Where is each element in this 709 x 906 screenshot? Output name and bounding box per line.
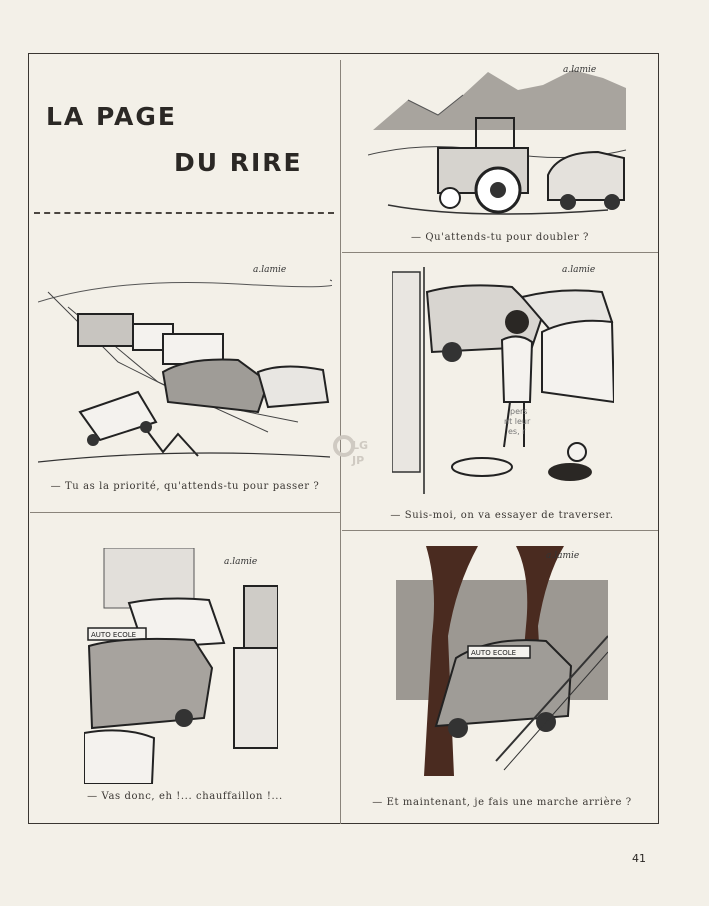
watermark-bottom: JP xyxy=(352,454,365,467)
page-title-line2: DU RIRE xyxy=(174,148,303,177)
lgjp-watermark-logo xyxy=(332,434,376,468)
row-divider-right-2 xyxy=(342,530,658,531)
caption-traffic-jam: — Tu as la priorité, qu'attends-tu pour passer ? xyxy=(50,481,320,492)
page-number: 41 xyxy=(632,852,646,865)
caption-car-tree: — Et maintenant, je fais une marche arrière ? xyxy=(372,797,632,808)
caption-auto-ecole-traffic: — Vas donc, eh !... chauffaillon !... xyxy=(87,791,283,802)
row-divider-left xyxy=(30,512,340,513)
poster-line-2: nt leur xyxy=(504,417,531,426)
caption-tractor: — Qu'attends-tu pour doubler ? xyxy=(411,232,589,243)
page-title-line1: LA PAGE xyxy=(46,102,177,131)
svg-text:a.lamie: a.lamie xyxy=(224,557,258,567)
cartoon-traffic-jam xyxy=(38,262,332,472)
auto-ecole-sign-2: AUTO ECOLE xyxy=(471,649,517,657)
cartoon-auto-ecole-traffic xyxy=(84,548,278,784)
poster-line-1: pers xyxy=(510,407,528,416)
cartoon-woman-crossing xyxy=(392,262,614,494)
cartoon-tractor xyxy=(368,60,630,220)
poster-line-3: es, r xyxy=(508,427,526,436)
watermark-top: LG xyxy=(352,439,369,452)
svg-text:a.lamie: a.lamie xyxy=(253,265,287,275)
cartoon-car-tree xyxy=(396,546,608,786)
svg-text:a.lamie: a.lamie xyxy=(563,65,597,75)
row-divider-right-1 xyxy=(342,252,658,253)
svg-text:a.lamie: a.lamie xyxy=(562,265,596,275)
title-separator xyxy=(34,212,334,214)
caption-woman-crossing: — Suis-moi, on va essayer de traverser. xyxy=(390,510,614,521)
auto-ecole-sign: AUTO ECOLE xyxy=(91,631,137,639)
svg-text:a.lamie: a.lamie xyxy=(546,551,580,561)
